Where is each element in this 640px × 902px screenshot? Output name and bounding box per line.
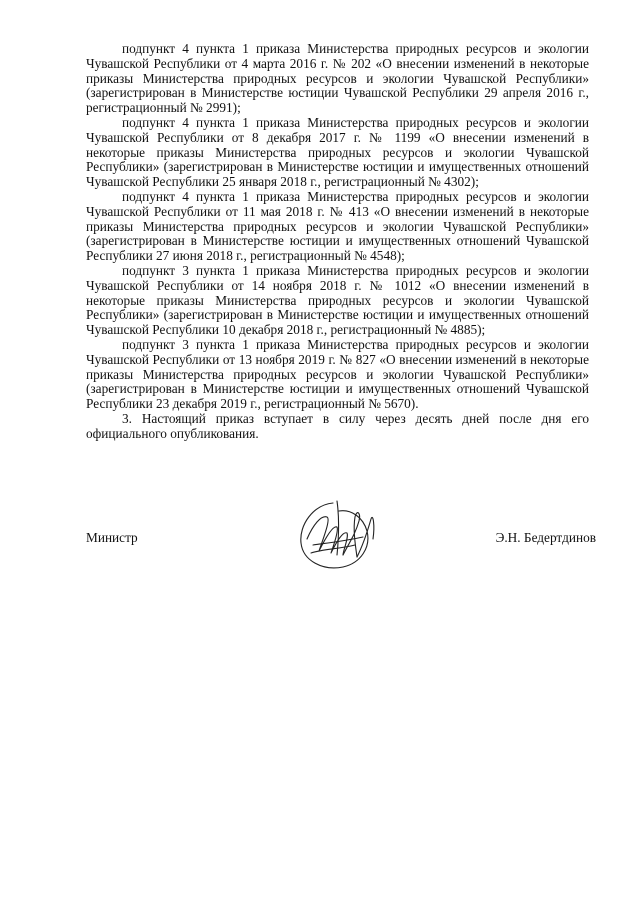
document-body bbox=[86, 42, 589, 442]
paragraph: подпункт 3 пункта 1 приказа Министерства природных ресурсов и экологии Чувашской Республики от 14 ноября 2018 г. № 1012 «О внесении изменений в некоторые приказы Министерства природных ресурсов и экологии Чувашской Республики» (зарегистрирован в Министерстве юстиции и имущественных отношений Чувашской Республики 10 декабря 2018 г., регистрационный № 4885); bbox=[86, 262, 589, 338]
handwritten-signature bbox=[293, 495, 383, 575]
signatory-name: Э.Н. Бедертдинов bbox=[495, 530, 596, 545]
paragraph: 3. Настоящий приказ вступает в силу через десять дней после дня его официального опубликования. bbox=[86, 410, 589, 441]
paragraph: подпункт 3 пункта 1 приказа Министерства природных ресурсов и экологии Чувашской Республики от 13 ноября 2019 г. № 827 «О внесении изменений в некоторые приказы Министерства природных ресурсов и экологии Чувашской Республики» (зарегистрирован в Министерстве юстиции и имущественных отношений Чувашской Республики 23 декабря 2019 г., регистрационный № 5670). bbox=[86, 336, 589, 412]
paragraph: подпункт 4 пункта 1 приказа Министерства природных ресурсов и экологии Чувашской Республики от 8 декабря 2017 г. № 1199 «О внесении изменений в некоторые приказы Министерства природных ресурсов и экологии Чувашской Республики» (зарегистрирован в Министерстве юстиции и имущественных отношений Чувашской Республики 25 января 2018 г., регистрационный № 4302); bbox=[86, 114, 589, 190]
paragraph: подпункт 4 пункта 1 приказа Министерства природных ресурсов и экологии Чувашской Республики от 11 мая 2018 г. № 413 «О внесении изменений в некоторые приказы Министерства природных ресурсов и экологии Чувашской Республики» (зарегистрирован в Министерстве юстиции и имущественных отношений Чувашской Республики 27 июня 2018 г., регистрационный № 4548); bbox=[86, 188, 589, 264]
signatory-title: Министр bbox=[86, 530, 138, 545]
paragraph: подпункт 4 пункта 1 приказа Министерства природных ресурсов и экологии Чувашской Республики от 4 марта 2016 г. № 202 «О внесении изменений в некоторые приказы Министерства природных ресурсов и экологии Чувашской Республики» (зарегистрирован в Министерстве юстиции Чувашской Республики 29 апреля 2016 г., регистрационный № 2991); bbox=[86, 41, 589, 116]
